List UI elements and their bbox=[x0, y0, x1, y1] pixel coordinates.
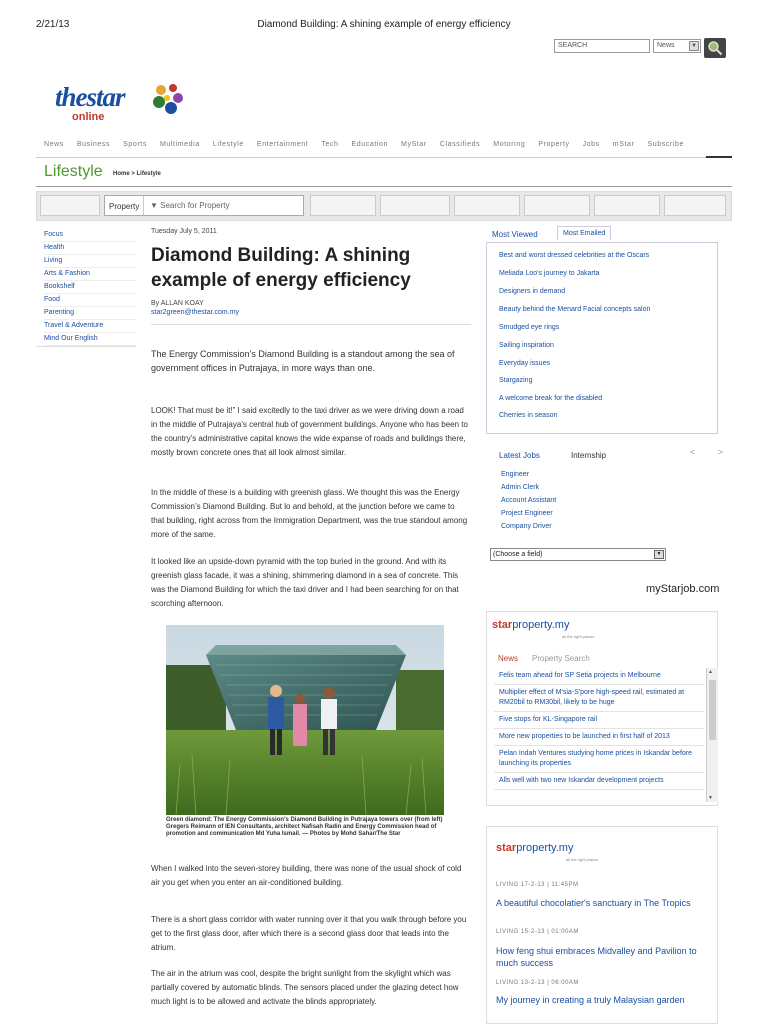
most-viewed-item[interactable]: Sailing inspiration bbox=[499, 342, 554, 349]
job-item[interactable]: Project Engineer bbox=[501, 510, 553, 517]
sidebar-item[interactable]: Parenting bbox=[44, 307, 136, 320]
chevron-down-icon: ▼ bbox=[654, 550, 664, 559]
nav-divider-accent bbox=[706, 156, 732, 158]
living-item-meta: LIVING 15-2-13 | 01:00AM bbox=[496, 929, 579, 935]
nav-item-property[interactable]: Property bbox=[538, 141, 570, 148]
sidebar-item[interactable]: Arts & Fashion bbox=[44, 268, 136, 281]
nav-item-education[interactable]: Education bbox=[351, 141, 389, 148]
diamond-building-photo bbox=[166, 625, 444, 815]
property-news-item[interactable]: Multiplier effect of M'sia-S'pore high-speed rail, estimated at RM20bil to RM30bil, likely to be huge bbox=[494, 685, 704, 712]
nav-item-sports[interactable]: Sports bbox=[123, 141, 147, 148]
living-item-title[interactable]: My journey in creating a truly Malaysian garden bbox=[496, 995, 685, 1005]
photo-caption: Green diamond: The Energy Commission’s Diamond Building in Putrajaya towers over (from left) Gregers Reimann of IEN Consultants, architect Nafisah Radin and Energy Commission head of promotion and communication Md Yuha Ismail. — Photos by Mohd Sahar/The Star bbox=[166, 817, 443, 837]
byline-email-link[interactable]: star2green@thestar.com.my bbox=[151, 309, 240, 316]
most-viewed-item[interactable]: Designers in demand bbox=[499, 288, 566, 295]
article-paragraph: The air in the atrium was cool, despite the bright sunlight from the skylight which was partially covered by automatic blinds. The sensors placed under the glazing detect how much light is to be allowed and activate the blinds appropriately. bbox=[151, 969, 459, 1006]
tab-most-viewed[interactable]: Most Viewed bbox=[492, 230, 538, 239]
main-nav bbox=[44, 141, 734, 155]
prop-bar-cell bbox=[524, 195, 590, 216]
scroll-down-icon[interactable]: ▼ bbox=[708, 795, 713, 801]
article-paragraph: It looked like an upside-down pyramid with the top buried in the ground. And with its greenish glass facade, it was a shining, shimmering diamond in a sea of concrete. This was the Diamond Building for which the taxi driver and I had been searching for on that scorching afternoon. bbox=[151, 557, 459, 608]
property-news-item[interactable]: More new properties to be launched in first half of 2013 bbox=[494, 729, 704, 746]
job-field-select[interactable] bbox=[490, 548, 666, 561]
prop-bar-cell bbox=[380, 195, 450, 216]
mystarjob-logo[interactable] bbox=[646, 583, 719, 595]
tab-most-emailed[interactable]: Most Emailed bbox=[557, 226, 611, 240]
field-separator bbox=[143, 196, 144, 215]
search-icon bbox=[707, 40, 723, 56]
nav-divider bbox=[36, 157, 732, 158]
mystarjob-brand: myStarjob.com bbox=[646, 583, 720, 595]
print-page-title: Diamond Building: A shining example of energy efficiency bbox=[257, 19, 511, 30]
most-viewed-item[interactable]: Best and worst dressed celebrities at the Oscars bbox=[499, 252, 650, 259]
starproperty-tagline: all the right places bbox=[562, 634, 595, 639]
prop-bar-cell bbox=[594, 195, 660, 216]
living-item-title[interactable]: How feng shui embraces Midvalley and Pavilion to much success bbox=[496, 946, 697, 968]
prop-bar-cell bbox=[40, 195, 100, 216]
article-paragraph: LOOK! That must be it!” I said excitedly to the taxi driver as we were driving down a road in the middle of Putrajaya’s central hub of government buildings. Anyone who has been to the country’s administrative capital knows the wide expanse of roads and buildings there, mostly brown concrete ones that all look almost similar. bbox=[151, 406, 468, 457]
byline-author: By ALLAN KOAY bbox=[151, 300, 204, 307]
nav-item-classifieds[interactable]: Classifieds bbox=[439, 141, 481, 148]
property-search-field[interactable] bbox=[104, 195, 304, 216]
logo-part: star bbox=[492, 619, 513, 631]
logo-flower-icon bbox=[147, 80, 187, 120]
section-divider bbox=[36, 186, 732, 187]
starproperty-tagline: all the right places bbox=[566, 857, 599, 862]
scrollbar-thumb[interactable] bbox=[709, 680, 716, 740]
scroll-up-icon[interactable]: ▲ bbox=[708, 669, 713, 675]
property-news-item[interactable]: Five stops for KL-Singapore rail bbox=[494, 712, 704, 729]
property-search-placeholder: ▼ Search for Property bbox=[150, 201, 230, 210]
site-logo[interactable] bbox=[55, 82, 125, 113]
article-paragraph: The Energy Commission’s Diamond Building is a standout among the sea of government offices in Putrajaya, in more ways than one. bbox=[151, 349, 455, 373]
nav-item-mystar[interactable]: MyStar bbox=[401, 141, 427, 148]
article-paragraph: When I walked into the seven-storey building, there was none of the usual shock of cold air you get when you enter an air-conditioned building. bbox=[151, 864, 462, 887]
job-field-select-label: (Choose a field) bbox=[493, 551, 543, 558]
nav-item-news[interactable]: News bbox=[44, 141, 64, 148]
most-viewed-item[interactable]: Everyday issues bbox=[499, 360, 550, 367]
sidebar-item[interactable]: Focus bbox=[44, 229, 136, 242]
lifestyle-sidebar bbox=[44, 229, 136, 346]
nav-item-lifestyle[interactable]: Lifestyle bbox=[212, 141, 244, 148]
property-news-item[interactable]: Alls well with two new Iskandar development projects bbox=[494, 773, 704, 790]
tab-property-search[interactable]: Property Search bbox=[532, 654, 590, 663]
prop-bar-cell bbox=[664, 195, 726, 216]
prop-bar-cell bbox=[310, 195, 376, 216]
tab-internship[interactable]: Internship bbox=[571, 451, 607, 460]
section-title[interactable]: Lifestyle bbox=[44, 163, 103, 180]
living-item-title[interactable]: A beautiful chocolatier's sanctuary in The Tropics bbox=[496, 898, 691, 908]
job-item[interactable]: Account Assistant bbox=[501, 497, 557, 504]
search-button[interactable] bbox=[704, 38, 726, 58]
article-divider bbox=[151, 324, 471, 325]
most-viewed-item[interactable]: Beauty behind the Menard Facial concepts salon bbox=[499, 306, 651, 313]
most-viewed-item[interactable]: Stargazing bbox=[499, 377, 533, 384]
property-search-text: Search for Property bbox=[160, 201, 230, 210]
article-photo bbox=[166, 625, 444, 815]
nav-item-mstar[interactable]: mStar bbox=[612, 141, 635, 148]
logo-part: .my bbox=[551, 619, 570, 631]
job-item[interactable]: Engineer bbox=[501, 471, 530, 478]
starproperty-logo-2[interactable] bbox=[496, 842, 573, 854]
logo-wordmark: thestar bbox=[55, 82, 125, 112]
news-scrollbar[interactable] bbox=[706, 668, 718, 802]
nav-item-entertainment[interactable]: Entertainment bbox=[256, 141, 309, 148]
most-viewed-item[interactable]: Cherries in season bbox=[499, 412, 558, 419]
search-scope-label: News bbox=[657, 42, 675, 49]
latest-jobs-title[interactable]: Latest Jobs bbox=[499, 451, 540, 460]
chevron-down-icon: ▼ bbox=[689, 41, 699, 51]
most-viewed-item[interactable]: Meliada Loo's journey to Jakarta bbox=[499, 270, 600, 277]
nav-item-multimedia[interactable]: Multimedia bbox=[159, 141, 200, 148]
most-viewed-item[interactable]: A welcome break for the disabled bbox=[499, 395, 603, 402]
living-item-meta: LIVING 17-2-13 | 11:45PM bbox=[496, 882, 579, 888]
sidebar-item[interactable]: Mind Our English bbox=[44, 333, 136, 346]
article-date: Tuesday July 5, 2011 bbox=[151, 228, 217, 235]
nav-item-subscribe[interactable]: Subscribe bbox=[647, 141, 684, 148]
nav-item-jobs[interactable]: Jobs bbox=[582, 141, 600, 148]
article-paragraph: In the middle of these is a building with greenish glass. We thought this was the Energy Commission’s Diamond Building. But lo and behold, at the junction before we came to that building, right across from the Immigration Department, was the true standout among more of the same. bbox=[151, 488, 468, 539]
print-date: 2/21/13 bbox=[36, 19, 70, 30]
logo-part: star bbox=[496, 842, 517, 854]
sidebar-item[interactable]: Health bbox=[44, 242, 136, 255]
job-item[interactable]: Company Driver bbox=[501, 523, 552, 530]
logo-part: property bbox=[516, 842, 556, 854]
sidebar-divider bbox=[36, 346, 136, 347]
logo-online: online bbox=[72, 111, 105, 123]
property-news-item[interactable]: Pelan Indah Ventures studying home prices in Iskandar before launching its properties bbox=[494, 746, 704, 773]
property-news-item[interactable]: Felis team ahead for SP Setia projects in Melbourne bbox=[494, 668, 704, 685]
sidebar-item[interactable]: Bookshelf bbox=[44, 281, 136, 294]
nav-item-business[interactable]: Business bbox=[76, 141, 111, 148]
breadcrumb[interactable]: Home > Lifestyle bbox=[113, 171, 161, 177]
article-paragraph: There is a short glass corridor with water running over it that you walk through before you get to the first glass door, after which there is a second glass door that leads into the atrium. bbox=[151, 915, 467, 952]
starproperty-logo[interactable] bbox=[492, 619, 569, 631]
most-viewed-item[interactable]: Smudged eye rings bbox=[499, 324, 560, 331]
nav-item-tech[interactable]: Tech bbox=[321, 141, 339, 148]
article-title: Diamond Building: A shining example of energy efficiency bbox=[151, 245, 411, 291]
sidebar-item[interactable]: Living bbox=[44, 255, 136, 268]
logo-part: property bbox=[512, 619, 552, 631]
prop-bar-cell bbox=[454, 195, 520, 216]
jobs-pager-arrows[interactable]: < > bbox=[690, 447, 734, 457]
search-scope-select[interactable] bbox=[653, 39, 701, 53]
logo-part: .my bbox=[555, 842, 574, 854]
starproperty-news-list bbox=[494, 668, 704, 802]
nav-item-motoring[interactable]: Motoring bbox=[493, 141, 526, 148]
search-input[interactable]: SEARCH bbox=[554, 39, 650, 53]
property-type-label: Property bbox=[109, 202, 140, 211]
sidebar-item[interactable]: Travel & Adventure bbox=[44, 320, 136, 333]
article-byline bbox=[151, 299, 239, 317]
sidebar-item[interactable]: Food bbox=[44, 294, 136, 307]
tab-news[interactable]: News bbox=[498, 654, 519, 663]
living-item-meta: LIVING 13-2-13 | 06:00AM bbox=[496, 980, 579, 986]
job-item[interactable]: Admin Clerk bbox=[501, 484, 540, 491]
